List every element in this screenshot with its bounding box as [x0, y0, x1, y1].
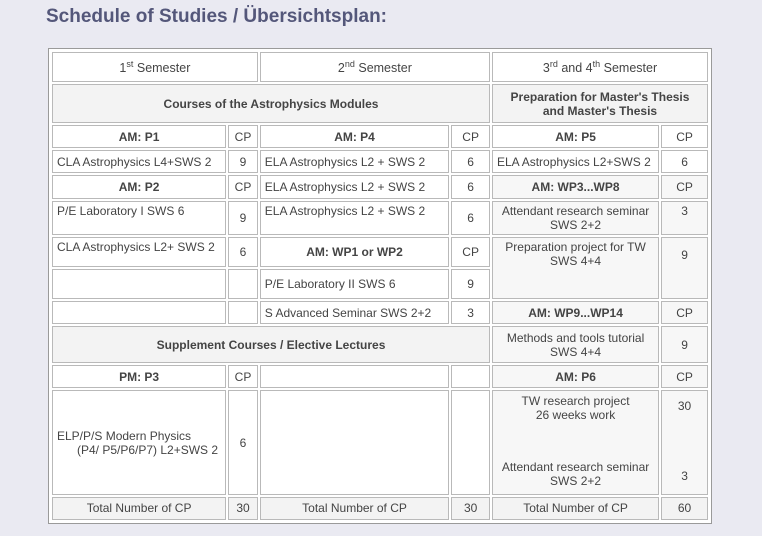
table-row	[52, 326, 708, 363]
table-row	[52, 301, 708, 324]
module-p5: AM: P5	[492, 125, 659, 148]
empty-cell	[260, 390, 450, 494]
course-tw-research: TW research project 26 weeks work Attendant research seminar SWS 2+2	[492, 390, 659, 494]
course-ela-p4: ELA Astrophysics L2 + SWS 2	[260, 150, 450, 173]
supplement-header: Supplement Courses / Elective Lectures	[52, 326, 490, 363]
table-row	[52, 175, 708, 198]
total-label: Total Number of CP	[492, 497, 659, 520]
cp-header: CP	[228, 175, 258, 198]
total-cp-s34: 60	[661, 497, 708, 520]
cp-header: CP	[661, 365, 708, 388]
course-prep-tw: Preparation project for TW SWS 4+4	[492, 237, 659, 299]
table-row	[52, 237, 708, 267]
semester-1-header: 1st Semester	[52, 52, 258, 82]
course-lab-1: P/E Laboratory I SWS 6	[52, 201, 226, 235]
table-row	[52, 390, 708, 494]
module-wp3-wp8: AM: WP3...WP8	[492, 175, 659, 198]
empty-cell	[52, 269, 226, 299]
course-cp: 6	[661, 150, 708, 173]
cp-header: CP	[661, 125, 708, 148]
module-p6: AM: P6	[492, 365, 659, 388]
course-cp: 9	[661, 237, 708, 299]
course-cla-l4: CLA Astrophysics L4+SWS 2	[52, 150, 226, 173]
module-wp9-wp14: AM: WP9...WP14	[492, 301, 659, 324]
schedule-table	[50, 50, 710, 522]
table-row	[52, 84, 708, 123]
course-methods: Methods and tools tutorial SWS 4+4	[492, 326, 659, 363]
course-lab-2: P/E Laboratory II SWS 6	[260, 269, 450, 299]
course-cp: 6	[451, 150, 490, 173]
total-cp-s1: 30	[228, 497, 258, 520]
course-cp: 9	[228, 201, 258, 235]
astro-modules-header: Courses of the Astrophysics Modules	[52, 84, 490, 123]
empty-cell	[52, 301, 226, 324]
semester-2-header: 2nd Semester	[260, 52, 490, 82]
table-row	[52, 201, 708, 235]
table-row	[52, 52, 708, 82]
course-cp: 3	[661, 201, 708, 235]
course-cp: 6	[228, 237, 258, 267]
course-cp: 9	[661, 326, 708, 363]
schedule-table-frame	[48, 48, 712, 524]
course-ela-row3: ELA Astrophysics L2 + SWS 2	[260, 175, 450, 198]
semester-3-4-header: 3rd and 4th Semester	[492, 52, 708, 82]
course-seminar-2: Attendant research seminar SWS 2+2	[501, 460, 650, 489]
module-pm-p3: PM: P3	[52, 365, 226, 388]
empty-cell	[228, 269, 258, 299]
course-cp: 30	[677, 399, 692, 414]
table-row	[52, 125, 708, 148]
course-ela-p5: ELA Astrophysics L2+SWS 2	[492, 150, 659, 173]
table-row	[52, 365, 708, 388]
course-cp: 6	[451, 175, 490, 198]
total-cp-s2: 30	[451, 497, 490, 520]
course-cp: 6	[228, 390, 258, 494]
total-label: Total Number of CP	[52, 497, 226, 520]
cp-header: CP	[451, 125, 490, 148]
module-p2: AM: P2	[52, 175, 226, 198]
course-cp: 9	[228, 150, 258, 173]
course-cp: 3	[681, 469, 688, 484]
empty-cell	[228, 301, 258, 324]
table-row	[52, 497, 708, 520]
course-cp-stack	[661, 390, 708, 494]
page-title: Schedule of Studies / Übersichtsplan:	[46, 6, 388, 27]
total-label: Total Number of CP	[260, 497, 450, 520]
module-wp1-wp2: AM: WP1 or WP2	[260, 237, 450, 267]
module-p4: AM: P4	[260, 125, 450, 148]
module-p1: AM: P1	[52, 125, 226, 148]
course-advanced-seminar: S Advanced Seminar SWS 2+2	[260, 301, 450, 324]
course-seminar-1: Attendant research seminar SWS 2+2	[492, 201, 659, 235]
empty-cell	[451, 365, 490, 388]
table-row	[52, 150, 708, 173]
cp-header: CP	[661, 301, 708, 324]
course-cp: 6	[451, 201, 490, 235]
empty-cell	[260, 365, 450, 388]
empty-cell	[451, 390, 490, 494]
cp-header: CP	[661, 175, 708, 198]
cp-header: CP	[451, 237, 490, 267]
course-cp: 9	[451, 269, 490, 299]
cp-header: CP	[228, 365, 258, 388]
course-cp: 3	[451, 301, 490, 324]
course-elp: ELP/P/S Modern Physics (P4/ P5/P6/P7) L2+SWS 2	[52, 390, 226, 494]
thesis-prep-header: Preparation for Master's Thesis and Master's Thesis	[492, 84, 708, 123]
course-cla-l2: CLA Astrophysics L2+ SWS 2	[52, 237, 226, 267]
course-ela-row4: ELA Astrophysics L2 + SWS 2	[260, 201, 450, 235]
cp-header: CP	[228, 125, 258, 148]
